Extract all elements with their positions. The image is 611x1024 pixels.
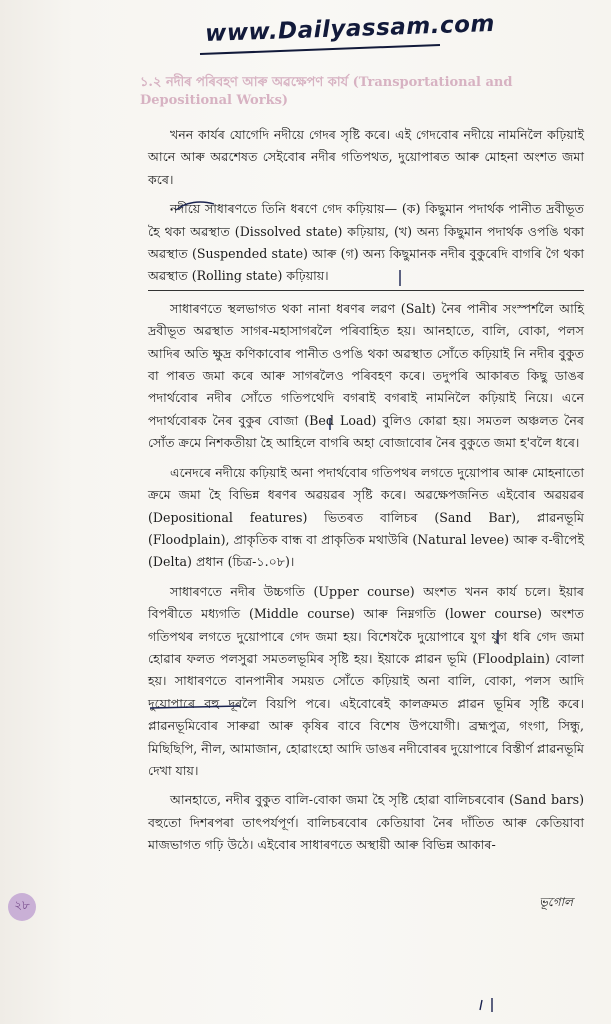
paragraph: সাধাৰণতে নদীৰ উচ্চগতি (Upper course) অংশত খনন কাৰ্য চলে। ইয়াৰ বিপৰীতে মধ্যগতি (Middle course) আৰু নিম্নগতি (lower course) অংশত গতিপথৰ লগতে দুয়োপাৰে গেদ জমা হয়। বিশেষকৈ দুয়োপাৰে যুগ যুগ ধৰি গেদ জমা হোৱাৰ ফলত পলসুৱা সমতলভূমিৰ সৃষ্টি হয়। ইয়াকে প্লাৱন ভূমি (Floodplain) বোলা হয়। সাধাৰণতে বানপানীৰ সময়ত সোঁতে কঢ়িয়াই অনা বালি, বোকা, পলস আদি দুয়োপাৰে বহু দূৰলৈ বিয়পি পৰে। এইবোৰেই কালক্ৰমত প্লাৱন ভূমিৰ সৃষ্টি কৰে। প্লাৱনভূমিবোৰ সাৰুৱা আৰু কৃষিৰ বাবে বিশেষ উপযোগী। ব্ৰহ্মপুত্ৰ, গংগা, সিন্ধু, মিছিছিপি, নীল, আমাজান, হোৱাংহো আদি ডাঙৰ নদীবোৰৰ দুয়োপাৰে বিস্তীৰ্ণ প্লাৱনভূমি দেখা যায়। [148,583,584,778]
page-footer-subject: ভূগোল [538,895,573,909]
watermark-underline [0,0,611,70]
paragraph: সাধাৰণতে স্থলভাগত থকা নানা ধৰণৰ লৱণ (Salt) নৈৰ পানীৰ সংস্পৰ্শলৈ আহি দ্ৰবীভূত অৱস্থাত সাগৰ-মহাসাগৰলৈ পৰিবাহিত হয়। আনহাতে, বালি, বোকা, পলস আদিৰ অতি ক্ষুদ্ৰ কণিকাবোৰ পানীত ওপঙি থকা অৱস্থাত সোঁতে কঢ়িয়াই নি নদীৰ বুকুত বা পাৰত জমা কৰে আৰু সাগৰলৈও পৰিবহণ কৰে। তদুপৰি আকাৰত কিছু ডাঙৰ পদাৰ্থবোৰ নদীৰ সোঁতে গতিপথেদি বগৰাই বগৰাই নামনিলৈ কঢ়িয়াই নিয়ে। এনে পদাৰ্থবোৰক নৈৰ বুকুৰ বোজা (Bed Load) বুলিও কোৱা হয়। সমতল অঞ্চলত নৈৰ সোঁত ক্ৰমে নিশকতীয়া হৈ আহিলে বাগৰি অহা বোজাবোৰ নৈৰ বুকুতে জমা হ'বলৈ ধৰে। [148,300,584,451]
paragraph: আনহাতে, নদীৰ বুকুত বালি-বোকা জমা হৈ সৃষ্টি হোৱা বালিচৰবোৰ (Sand bars) বহুতো দিশৰপৰা তাৎপৰ্যপূৰ্ণ। বালিচৰবোৰ কেতিয়াবা নৈৰ দাঁতিত আৰু কেতিয়াবা মাজভাগত গঢ়ি উঠে। এইবোৰ সাধাৰণতে অস্থায়ী আৰু বিভিন্ন আকাৰ- [148,792,584,853]
paragraph: নদীয়ে সাধাৰণতে তিনি ধৰণে গেদ কঢ়িয়ায়— (ক) কিছুমান পদাৰ্থক পানীত দ্ৰবীভূত হৈ থকা অৱস্থাত (Dissolved state) কঢ়িয়ায়, (খ) অন্য কিছুমান পদাৰ্থক ওপঙি থকা অৱস্থাত (Suspended state) আৰু (গ) অন্য কিছুমানক নদীৰ বুকুৰেদি বাগৰি গৈ থকা অৱস্থাত (Rolling state) কঢ়িয়ায়। [148,198,584,291]
page-number: ২৮ [8,893,36,921]
section-heading: ১.২ নদীৰ পৰিবহণ আৰু অৱক্ষেপণ কাৰ্য (Transportational and Depositional Works) [140,75,513,108]
paragraph: এনেদৰে নদীয়ে কঢ়িয়াই অনা পদাৰ্থবোৰ গতিপথৰ লগতে দুয়োপাৰ আৰু মোহনাতো ক্ৰমে জমা হৈ বিভিন্ন ধৰণৰ অৱয়ৱৰ সৃষ্টি কৰে। অৱক্ষেপজনিত এইবোৰ অৱয়ৱৰ (Depositional features) ভিতৰত বালিচৰ (Sand Bar), প্লাৱনভূমি (Floodplain), প্ৰাকৃতিক বান্ধ বা প্ৰাকৃতিক মথাউৰি (Natural levee) আৰু ব-দ্বীপেই (Delta) প্ৰধান (চিত্ৰ-১.০৮)। [148,464,584,570]
body-text [148,124,584,864]
watermark-url: www.Dailyassam.com [204,10,496,48]
paragraph: খনন কাৰ্যৰ যোগেদি নদীয়ে গেদৰ সৃষ্টি কৰে। এই গেদবোৰ নদীয়ে নামনিলৈ কঢ়িয়াই আনে আৰু অৱশেষত সেইবোৰ নদীৰ গতিপথত, দুয়োপাৰত আৰু মোহনা অংশত জমা কৰে। [148,127,584,187]
